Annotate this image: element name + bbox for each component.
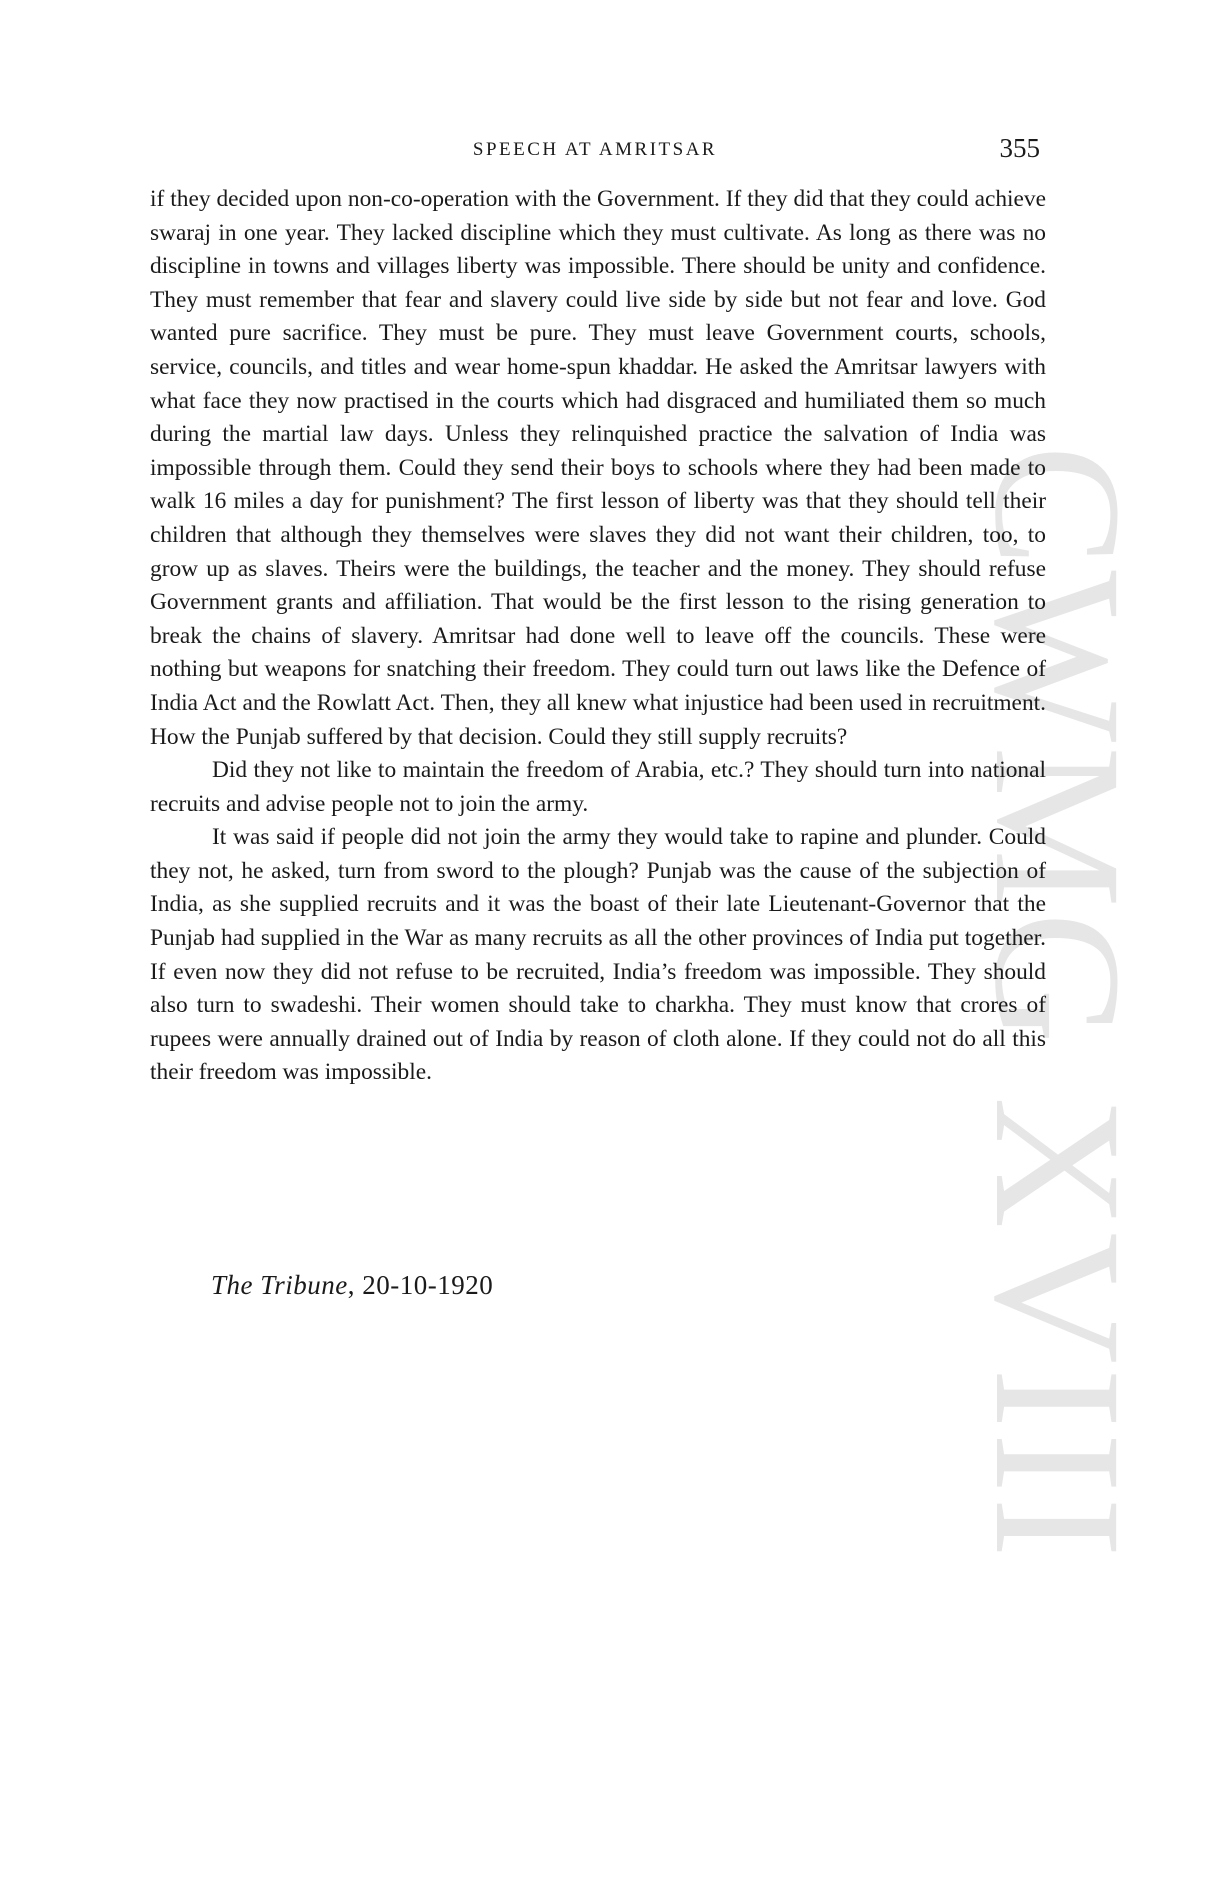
- page-number: 355: [999, 133, 1040, 163]
- watermark-text: CWMG XVIII: [957, 445, 1158, 1562]
- paragraph: Did they not like to maintain the freedom of Arabia, etc.? They should turn into national recruits and advise people not to join the army.: [150, 757, 1046, 817]
- source-title: The Tribune: [211, 1270, 348, 1300]
- running-head: [150, 133, 1040, 167]
- speech-body: [150, 183, 1046, 1090]
- source-citation: [211, 1270, 493, 1301]
- source-date: 20-10-1920: [362, 1270, 494, 1300]
- running-title: SPEECH AT AMRITSAR: [472, 139, 718, 160]
- paragraph: It was said if people did not join the army they would take to rapine and plunder. Could they not, he asked, turn from sword to the plough? Punjab was the cause of the subjection of India, as she supplied recruits and it was the boast of their late Lieutenant-Governor that the Punjab had supplied in the War as many recruits as all the other provinces of India put together. If even now they did not refuse to be recruited, India’s freedom was impossible. They should also turn to swadeshi. Their women should take to charkha. They must know that crores of rupees were annually drained out of India by reason of cloth alone. If they could not do all this their freedom was impossible.: [150, 824, 1046, 1086]
- paragraph: if they decided upon non-co-operation with the Government. If they did that they could achieve swaraj in one year. They lacked discipline which they must cultivate. As long as there was no discipline in towns and villages liberty was impossible. There should be unity and confidence. They must remember that fear and slavery could live side by side but not fear and love. God wanted pure sacrifice. They must be pure. They must leave Government courts, schools, service, councils, and titles and wear home-spun khaddar. He asked the Amritsar lawyers with what face they now practised in the courts which had disgraced and humiliated them so much during the martial law days. Unless they relinquished practice the salvation of India was impossible through them. Could they send their boys to schools where they had been made to walk 16 miles a day for punishment? The first lesson of liberty was that they should tell their children that although they themselves were slaves they did not want their children, too, to grow up as slaves. Theirs were the buildings, the teacher and the money. They should refuse Government grants and affiliation. That would be the first lesson to the rising generation to break the chains of slavery. Amritsar had done well to leave off the councils. These were nothing but weapons for snatching their freedom. They could turn out laws like the Defence of India Act and the Rowlatt Act. Then, they all knew what injustice had been used in recruitment. How the Punjab suffered by that decision. Could they still supply recruits?: [150, 186, 1046, 750]
- source-separator: ,: [347, 1270, 363, 1300]
